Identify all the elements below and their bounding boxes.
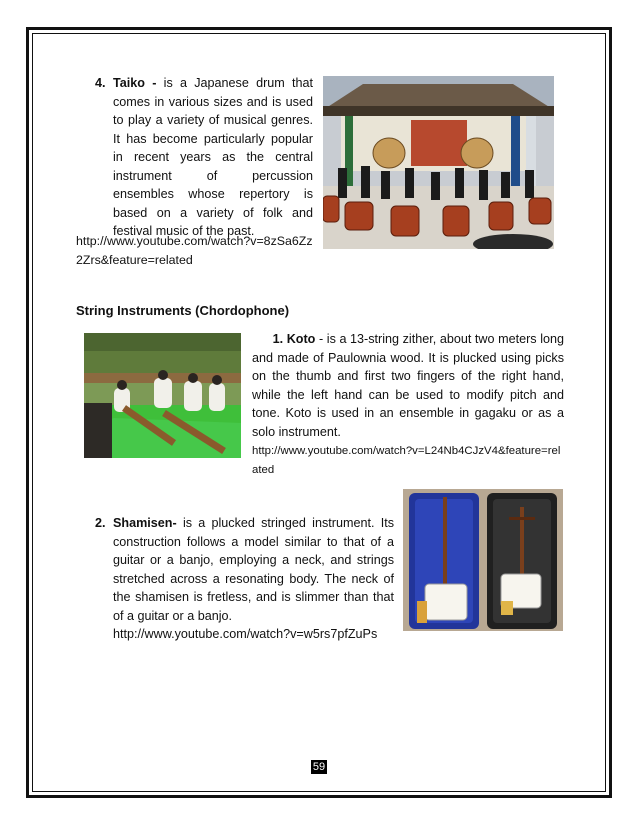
page-number: 59 (312, 761, 326, 773)
koto-text: - is a 13-string zither, about two meters long and made of Paulownia wood. It is plucked using picks on the thumb and first two fingers of the right hand, while the left hand can be used to modify pitch and tone. Koto is used in an ensemble in gagaku or as a solo instrument. (252, 332, 565, 439)
koto-paragraph (252, 330, 564, 441)
taiko-term: Taiko - (113, 76, 157, 90)
shamisen-text: is a plucked stringed instrument. Its construction follows a model similar to that of a guitar or a banjo, employing a neck, and strings stretched across a resonating body. The neck of the shamisen is fretless, and is slimmer than that of a guitar or a banjo. (113, 516, 394, 623)
koto-term: Koto (286, 332, 316, 346)
taiko-drummers-photo (323, 76, 554, 249)
shamisen-link[interactable]: http://www.youtube.com/watch?v=w5rs7pfZuPs (113, 627, 378, 641)
taiko-number: 4. (95, 76, 106, 90)
section-heading: String Instruments (Chordophone) (76, 303, 290, 318)
taiko-paragraph (113, 74, 313, 241)
koto-link[interactable]: http://www.youtube.com/watch?v=L24Nb4CJzV4&feature=related (252, 445, 561, 476)
taiko-link[interactable]: http://www.youtube.com/watch?v=8zSa6Zz2Zrs&feature=related (76, 234, 313, 267)
koto-number: 1. (272, 332, 284, 346)
koto-players-photo (84, 333, 241, 458)
taiko-text: is a Japanese drum that comes in various sizes and is used to play a variety of musical genres. It has become particularly popular in recent years as the central instrument of percussion ensembles whose repertory is based on a variety of folk and festival music of the past. (113, 76, 313, 238)
shamisen-term: Shamisen- (113, 516, 177, 530)
shamisen-paragraph (113, 514, 394, 644)
shamisen-number: 2. (95, 516, 106, 530)
shamisen-instruments-photo (403, 489, 563, 631)
